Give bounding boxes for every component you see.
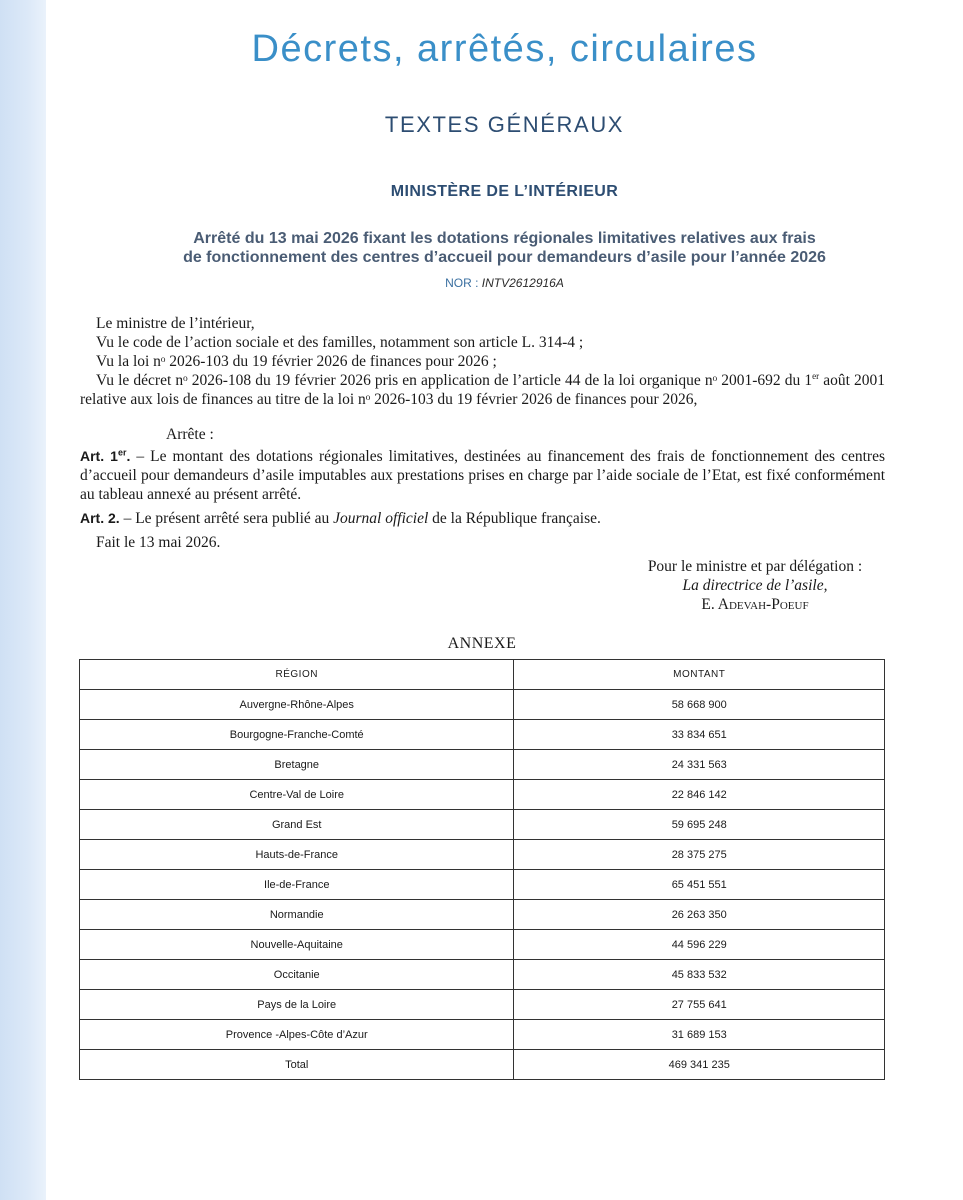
signature-role: La directrice de l’asile,	[682, 577, 828, 594]
region-cell: Nouvelle-Aquitaine	[80, 930, 514, 960]
amount-cell: 45 833 532	[514, 960, 885, 990]
region-cell: Bourgogne-Franche-Comté	[80, 720, 514, 750]
article-1	[80, 447, 885, 504]
region-cell: Normandie	[80, 900, 514, 930]
table-row	[80, 720, 885, 750]
amount-cell: 31 689 153	[514, 1020, 885, 1050]
amount-cell: 33 834 651	[514, 720, 885, 750]
article-2-body-after: de la République française.	[428, 510, 601, 527]
amount-cell: 27 755 641	[514, 990, 885, 1020]
table-row	[80, 810, 885, 840]
region-cell: Bretagne	[80, 750, 514, 780]
amount-cell: 24 331 563	[514, 750, 885, 780]
region-cell: Grand Est	[80, 810, 514, 840]
total-label-cell: Total	[80, 1050, 514, 1080]
amount-cell: 26 263 350	[514, 900, 885, 930]
visa-2: Vu la loi nᵒ 2026-103 du 19 février 2026 de finances pour 2026 ;	[96, 353, 497, 370]
annexe-table	[79, 659, 885, 1080]
article-1-label-end: .	[126, 448, 131, 464]
region-cell: Centre-Val de Loire	[80, 780, 514, 810]
table-row	[80, 750, 885, 780]
visa-3-part-2: août 2001 relative aux lois de finances au titre de la loi nᵒ 2026-103 du 19 février 2026 de finances pour 2026,	[80, 372, 885, 408]
total-amount-cell: 469 341 235	[514, 1050, 885, 1080]
ministry-heading: MINISTÈRE DE L’INTÉRIEUR	[390, 183, 619, 200]
table-total-row	[80, 1050, 885, 1080]
signature-name: E. Adevah-Poeuf	[701, 596, 809, 613]
decision-block	[80, 425, 885, 444]
article-2-label: Art. 2.	[80, 510, 120, 526]
signature-line-1: Pour le ministre et par délégation :	[647, 558, 863, 575]
column-header-region: RÉGION	[80, 660, 514, 690]
amount-cell: 28 375 275	[514, 840, 885, 870]
visa-3	[80, 371, 885, 409]
nor-code: INTV2612916A	[481, 276, 564, 290]
document-page	[46, 0, 963, 1200]
arrete-title	[66, 229, 943, 267]
column-header-montant: MONTANT	[514, 660, 885, 690]
table-row	[80, 870, 885, 900]
fait-le: Fait le 13 mai 2026.	[96, 534, 221, 551]
article-1-label	[80, 448, 130, 464]
region-cell: Ile-de-France	[80, 870, 514, 900]
article-1-label-sup: er	[117, 447, 127, 458]
visas-block	[80, 314, 885, 409]
region-cell: Occitanie	[80, 960, 514, 990]
nor-reference	[46, 276, 963, 290]
visa-3-sup: er	[812, 370, 820, 381]
annexe-header-row	[80, 660, 885, 690]
amount-cell: 59 695 248	[514, 810, 885, 840]
table-row	[80, 840, 885, 870]
region-cell: Hauts-de-France	[80, 840, 514, 870]
arrete-title-line-1: Arrêté du 13 mai 2026 fixant les dotations régionales limitatives relatives aux frais	[193, 230, 816, 247]
annexe-title: ANNEXE	[447, 635, 517, 652]
left-margin-band	[0, 0, 46, 1200]
table-row	[80, 900, 885, 930]
nor-label: NOR :	[445, 276, 482, 290]
table-row	[80, 780, 885, 810]
region-cell: Auvergne-Rhône-Alpes	[80, 690, 514, 720]
fait-le-block	[80, 533, 885, 552]
amount-cell: 22 846 142	[514, 780, 885, 810]
article-1-text	[80, 447, 885, 504]
visa-1: Vu le code de l’action sociale et des familles, notamment son article L. 314-4 ;	[96, 334, 584, 351]
region-cell: Pays de la Loire	[80, 990, 514, 1020]
article-2-text	[80, 509, 885, 528]
region-cell: Provence -Alpes-Côte d’Azur	[80, 1020, 514, 1050]
table-row	[80, 960, 885, 990]
sub-title: TEXTES GÉNÉRAUX	[384, 112, 625, 137]
article-1-label-text: Art. 1	[80, 448, 118, 464]
table-row	[80, 1020, 885, 1050]
visa-3-part-1: Vu le décret nᵒ 2026-108 du 19 février 2026 pris en application de l’article 44 de la loi organique nᵒ 2001-692 du 1	[96, 372, 813, 389]
table-row	[80, 930, 885, 960]
article-1-body: – Le montant des dotations régionales limitatives, destinées au financement des frais de fonctionnement des centres d’accueil pour demandeurs d’asile imputables aux prestations prises en charge par l’aide sociale de l’Etat, est fixé conformément au tableau annexé au présent arrêté.	[80, 448, 885, 503]
amount-cell: 58 668 900	[514, 690, 885, 720]
table-row	[80, 690, 885, 720]
article-2	[80, 509, 885, 528]
amount-cell: 65 451 551	[514, 870, 885, 900]
section-title: Décrets, arrêtés, circulaires	[251, 28, 758, 70]
arrete-word: Arrête :	[166, 426, 214, 443]
signature-block	[626, 557, 884, 614]
visa-intro: Le ministre de l’intérieur,	[96, 315, 255, 332]
amount-cell: 44 596 229	[514, 930, 885, 960]
article-2-body-before: – Le présent arrêté sera publié au	[119, 510, 334, 527]
table-row	[80, 990, 885, 1020]
article-2-journal: Journal officiel	[333, 510, 429, 527]
arrete-title-line-2: de fonctionnement des centres d’accueil pour demandeurs d’asile pour l’année 2026	[183, 249, 826, 266]
